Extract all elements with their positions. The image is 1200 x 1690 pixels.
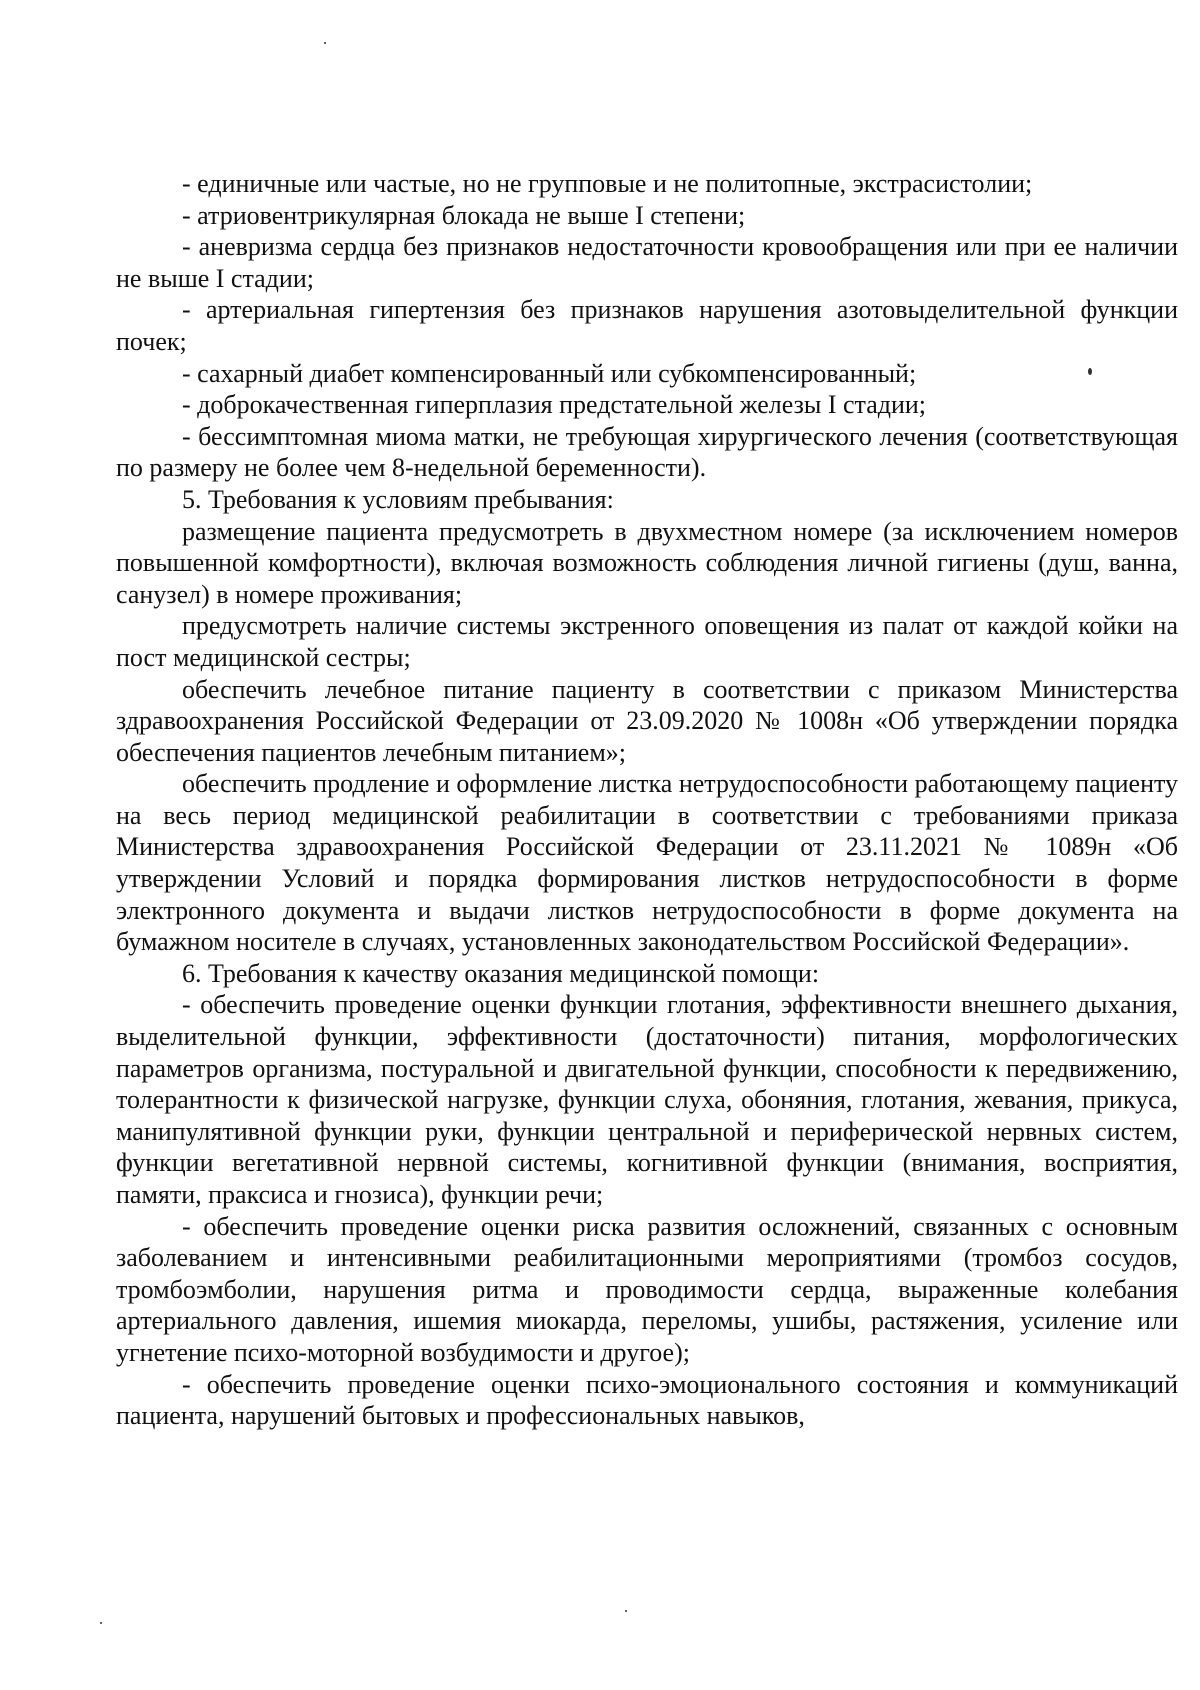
list-item-function-assessment: - обеспечить проведение оценки функции глотания, эффективности внешнего дыхания, выделительной функции, эффективности (достаточности) питания, морфологических параметров организма, постуральной и двигательной функции, способности к передвижению, толерантности к физической нагрузке, функции слуха, обоняния, глотания, жевания, прикуса, манипулятивной функции руки, функции центральной и периферической нервных систем, функции вегетативной нервной системы, когнитивной функции (внимания, восприятия, памяти, праксиса и гнозиса), функции речи; xyxy=(116,990,1178,1209)
paragraph-alert-system: предусмотреть наличие системы экстренного оповещения из палат от каждой койки на пост медицинской сестры; xyxy=(116,611,1178,672)
list-item-heart-aneurysm: - аневризма сердца без признаков недостаточности кровообращения или при ее наличии не выше I стадии; xyxy=(116,232,1178,293)
list-item-arterial-hypertension: - артериальная гипертензия без признаков нарушения азотовыделительной функции почек; xyxy=(116,295,1178,356)
document-body xyxy=(116,168,1178,1432)
scan-speck xyxy=(324,42,326,44)
list-item-av-block: - атриовентрикулярная блокада не выше I степени; xyxy=(182,200,746,230)
section-heading-care-quality: 6. Требования к качеству оказания медицинской помощи: xyxy=(182,958,820,988)
list-item-uterine-myoma: - бессимптомная миома матки, не требующая хирургического лечения (соответствующая по размеру не более чем 8-недельной беременности). xyxy=(116,421,1178,483)
scan-speck xyxy=(100,1622,102,1624)
list-item-extrasystoles: - единичные или частые, но не групповые и не политопные, экстрасистолии; xyxy=(182,169,1033,198)
paragraph-room-placement: размещение пациента предусмотреть в двухместном номере (за исключением номеров повышенной комфортности), включая возможность соблюдения личной гигиены (душ, ванна, санузел) в номере проживания; xyxy=(116,516,1178,609)
section-heading-stay-conditions: 5. Требования к условиям пребывания: xyxy=(182,484,614,514)
paragraph-nutrition: обеспечить лечебное питание пациенту в соответствии с приказом Министерства здравоохранения Российской Федерации от 23.09.2020 № 1008н «Об утверждении порядка обеспечения пациентов лечебным питанием»; xyxy=(116,674,1178,767)
list-item-risk-assessment: - обеспечить проведение оценки риска развития осложнений, связанных с основным заболеванием и интенсивными реабилитационными мероприятиями (тромбоз сосудов, тромбоэмболии, нарушения ритма и проводимости сердца, выраженные колебания артериального давления, ишемия миокарда, переломы, ушибы, растяжения, усиление или угнетение психо-моторной возбудимости и другое); xyxy=(116,1211,1178,1367)
paragraph-sick-leave: обеспечить продление и оформление листка нетрудоспособности работающему пациенту на весь период медицинской реабилитации в соответствии с требованиями приказа Министерства здравоохранения Российской Федерации от 23.11.2021 № 1089н «Об утверждении Условий и порядка формирования листков нетрудоспособности в форме электронного документа и выдачи листков нетрудоспособности в форме документа на бумажном носителе в случаях, установленных законодательством Российской Федерации». xyxy=(116,769,1178,957)
list-item-diabetes: - сахарный диабет компенсированный или субкомпенсированный; xyxy=(182,358,917,388)
scan-speck xyxy=(625,1610,627,1612)
list-item-psycho-emotional-assessment: - обеспечить проведение оценки психо-эмоционального состояния и коммуникаций пациента, нарушений бытовых и профессиональных навыков, xyxy=(116,1369,1178,1431)
list-item-prostate-hyperplasia: - доброкачественная гиперплазия предстательной железы I стадии; xyxy=(182,390,927,420)
